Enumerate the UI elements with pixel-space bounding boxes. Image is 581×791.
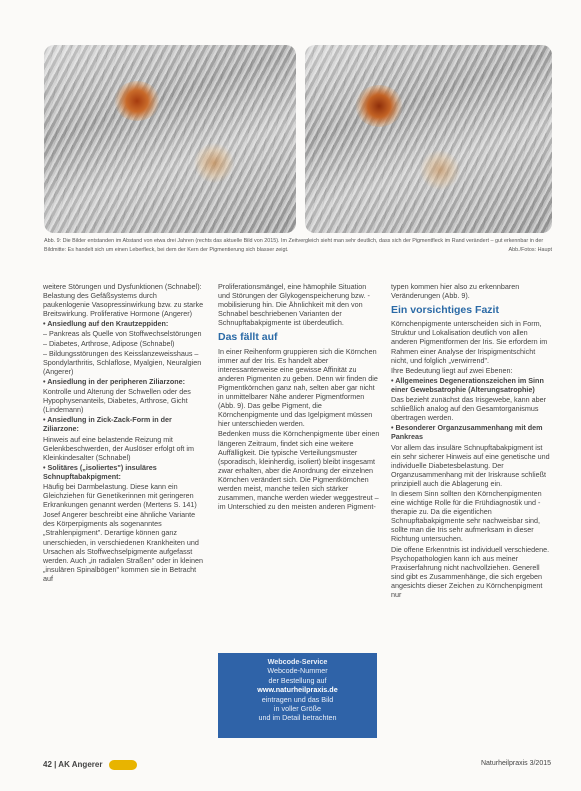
pigment-spot — [114, 81, 160, 121]
paragraph: Vor allem das insuläre Schnupftabakpigment ist ein sehr sicherer Hinweis auf eine genetische und individuelle Diabetesbelastung. Der Organzusammenhang mit der Iriskrause schließt prinzipiell auch die Ablagerung ein. — [391, 442, 550, 488]
magazine-logo-icon — [109, 760, 137, 770]
section-heading: Ein vorsichtiges Fazit — [391, 304, 499, 317]
paragraph: In diesem Sinn sollten den Körnchenpigmenten eine wichtige Rolle für die Frühdiagnostik und -therapie zu. Da die eigentlichen Schnupftabakpigmente sehr nachweisbar sind, sollte man die Iris sehr aufmerksam in dieser Richtung untersuchen. — [391, 488, 542, 544]
bullet-heading: • Ansiedlung in Zick-Zack-Form in der Ziliarzone: — [43, 415, 172, 434]
infobox-line: eintragen und das Bild — [261, 694, 334, 704]
bullet-heading: • Ansiedlung auf den Krautzeppiden: — [43, 319, 169, 329]
figure-caption — [44, 237, 552, 255]
infobox-line: der Bestellung auf — [268, 675, 327, 685]
caption-text: Abb. 9: Die Bilder entstanden im Abstand von etwa drei Jahren (rechts das aktuelle Bild von 2015). Im Zeitvergleich sieht man sehr deutlich, dass sich der Pigmentfleck im Rand verändert – gut erkennbar in der Bildmitte: Es handelt sich um einen Leberfleck, bei dem der Kern der Pigmentierung sich blasser zeigt. — [44, 238, 544, 253]
bullet-heading: • Ansiedlung in der peripheren Ziliarzone: — [43, 376, 186, 386]
bullet-heading: • Solitäres („isoliertes") insuläres Schnupftabakpigment: — [43, 462, 157, 481]
infobox-line: Webcode-Nummer — [267, 666, 328, 676]
infobox-title: Webcode-Service — [267, 657, 328, 666]
paragraph: Kontrolle und Alterung der Schwellen oder des Hypophysenanteils, Diabetes, Arthrose, Gicht (Lindemann) — [43, 387, 191, 415]
section-heading: Das fällt auf — [218, 331, 278, 344]
paragraph: Bedenken muss die Körnchenpigmente über einen längeren Zeitraum, findet sich eine weitere Auffälligkeit. Die typische Verteilungsmuster (sporadisch, kleinherdig, isoliert) bleibt insgesamt zwar erhalten, aber die Anordnung der einzelnen Körnchen verändert sich. Die Pigmentkörnchen werden meist, manche teilen sich stärker zusammen, manche werden wieder weggestreut – im Unterschied zu den meisten anderen Pigment- — [218, 429, 380, 512]
paragraph: typen kommen hier also zu erkennbaren Veränderungen (Abb. 9). — [391, 282, 520, 301]
bullet-heading: • Besonderer Organzusammenhang mit dem Pankreas — [391, 423, 543, 442]
iris-photo-right — [305, 45, 552, 233]
column-1 — [43, 282, 205, 584]
paragraph: Josef Angerer beschreibt eine ähnliche Variante des Körperpigments als sogenanntes „Strahlenpigment". Derartige können ganz unerschieden, in verschiedenen Krankheiten und Ursachen als Stoffwechselpigmente aufgefasst werden. Auch „in radialen Straßen" oder in kleinen „insulären Spinalbögen" kommen sie in Betracht auf — [43, 510, 203, 583]
paragraph: Das bezieht zunächst das Irisgewebe, kann aber schließlich analog auf den Gesamtorganismus übertragen werden. — [391, 395, 547, 423]
paragraph: Proliferationsmängel, eine hämophile Situation und Störungen der Glykogenspeicherung bzw. -mobilisierung hin. Die Ähnlichkeit mit den von Schnabel beschriebenen Varianten der Schnupftabakpigmente ist überdeutlich. — [218, 282, 370, 328]
caption-credit: Abb./Fotos: Haupt — [508, 247, 552, 253]
bullet-heading: • Allgemeines Degenerationszeichen im Sinn einer Gewebsatrophie (Alterungsatrophie) — [391, 375, 544, 394]
infobox-line: in voller Größe — [273, 704, 322, 714]
pigment-spot — [420, 150, 460, 190]
paragraph: – Pankreas als Quelle von Stoffwechselstörungen – Diabetes, Arthrose, Adipose (Schnabel) — [43, 329, 202, 348]
paragraph: Körnchenpigmente unterscheiden sich in Form, Struktur und Lokalisation deutlich von allen anderen Pigmentformen der Iris. Sie erfordern im Rahmen einer Analyse der Irispigmentschicht nicht, und folglich „verwirrend". — [391, 319, 548, 365]
paragraph: Ihre Bedeutung liegt auf zwei Ebenen: — [391, 365, 513, 375]
pigment-spot — [355, 85, 403, 127]
page-label: 42 | AK Angerer — [43, 760, 103, 770]
pigment-spot — [194, 143, 234, 183]
column-3 — [391, 282, 551, 600]
paragraph: Die offene Erkenntnis ist individuell verschiedene. Psychopathologien kann ich aus meiner Praxiserfahrung nicht nachvollziehen. Generell sind gibt es Zusammenhänge, die sich ergeben angesichts dieser Zeichen zu Körnchenpigment nur — [391, 544, 550, 599]
footer-right: Naturheilpraxis 3/2015 — [480, 760, 551, 767]
paragraph: Hinweis auf eine belastende Reizung mit Gelenkbeschwerden, der Auslöser erfolgt oft im Kleinkindesalter (Schnabel) — [43, 434, 195, 462]
webcode-infobox — [218, 653, 377, 738]
paragraph: – Bildungsstörungen des Keisslanzeweisshaus – Spondylarthritis, Schlaflose, Myalgien, Neuralgien (Angerer) — [43, 348, 202, 376]
paragraph: weitere Störungen und Dysfunktionen (Schnabel): Belastung des Gefäßsystems durch paukenlogenie Vasopressinwirkung bzw. zu starke Breitswirkung. Proliferative Hormone (Angerer) — [43, 282, 204, 319]
column-2 — [218, 282, 380, 512]
paragraph: Häufig bei Darmbelastung. Diese kann ein Gleichziehen für Genetikerinnen mit geringeren Erkrankungen genannt werden (Mertens S. 141) — [43, 481, 197, 510]
paragraph: In einer Reihenform gruppieren sich die Körnchen immer auf der Iris. Es handelt aber interessanterweise eine gewisse Affinität zu anderen Pigmenten zu geben. Denn wir finden die Pigmentkörnchen ganz nah, selten aber gar nicht in unmittelbarer Nähe anderer Pigmentformen (Abb. 9). Das gelbe Pigment, die Körnchenpigmente und das Igelpigment müssen hier unterschieden werden. — [218, 346, 378, 429]
iris-photo-left — [44, 45, 296, 233]
infobox-line: und im Detail betrachten — [258, 713, 337, 723]
footer-left — [43, 760, 137, 770]
infobox-url[interactable]: www.naturheilpraxis.de — [257, 685, 338, 695]
